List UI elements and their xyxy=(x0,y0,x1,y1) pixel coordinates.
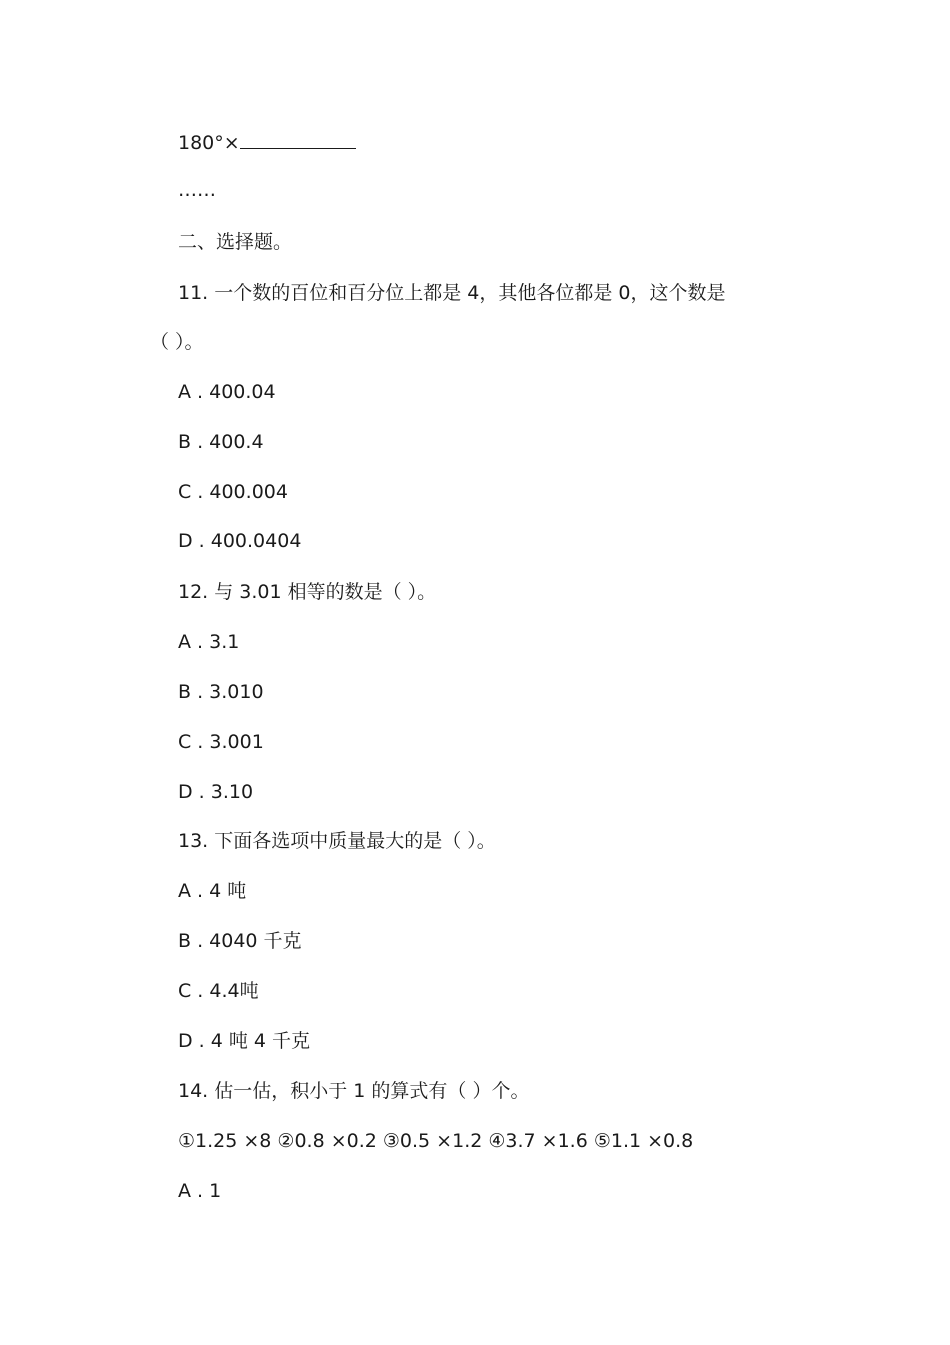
question-12-option-a: A . 3.1 xyxy=(178,631,240,653)
question-13-option-a: A . 4 吨 xyxy=(178,880,247,902)
question-13-option-d: D . 4 吨 4 千克 xyxy=(178,1030,311,1052)
question-11-stem-cont: （ ）。 xyxy=(150,331,204,353)
question-11-option-b: B . 400.4 xyxy=(178,431,264,453)
formula-text: 180°× xyxy=(178,132,240,154)
formula-fragment xyxy=(178,130,356,155)
question-11-option-a: A . 400.04 xyxy=(178,381,276,403)
question-14-option-a: A . 1 xyxy=(178,1180,222,1202)
question-12-option-d: D . 3.10 xyxy=(178,781,254,803)
question-12-option-c: C . 3.001 xyxy=(178,731,264,753)
section-title: 二、选择题。 xyxy=(178,231,293,253)
question-13-option-c: C . 4.4吨 xyxy=(178,980,259,1002)
question-14-stem: 14. 估一估，积小于 1 的算式有（ ）个。 xyxy=(178,1080,530,1102)
question-13-option-b: B . 4040 千克 xyxy=(178,930,302,952)
question-14-expressions: ①1.25 ×8 ②0.8 ×0.2 ③0.5 ×1.2 ④3.7 ×1.6 ⑤1.1 ×0.8 xyxy=(178,1130,694,1152)
question-11-option-d: D . 400.0404 xyxy=(178,530,302,552)
answer-blank xyxy=(240,130,356,149)
question-11-option-c: C . 400.004 xyxy=(178,481,288,503)
question-12-stem: 12. 与 3.01 相等的数是（ ）。 xyxy=(178,581,437,603)
question-11-stem: 11. 一个数的百位和百分位上都是 4，其他各位都是 0，这个数是 xyxy=(178,282,726,304)
question-12-option-b: B . 3.010 xyxy=(178,681,264,703)
ellipsis: …… xyxy=(178,179,216,201)
question-13-stem: 13. 下面各选项中质量最大的是（ ）。 xyxy=(178,830,496,852)
